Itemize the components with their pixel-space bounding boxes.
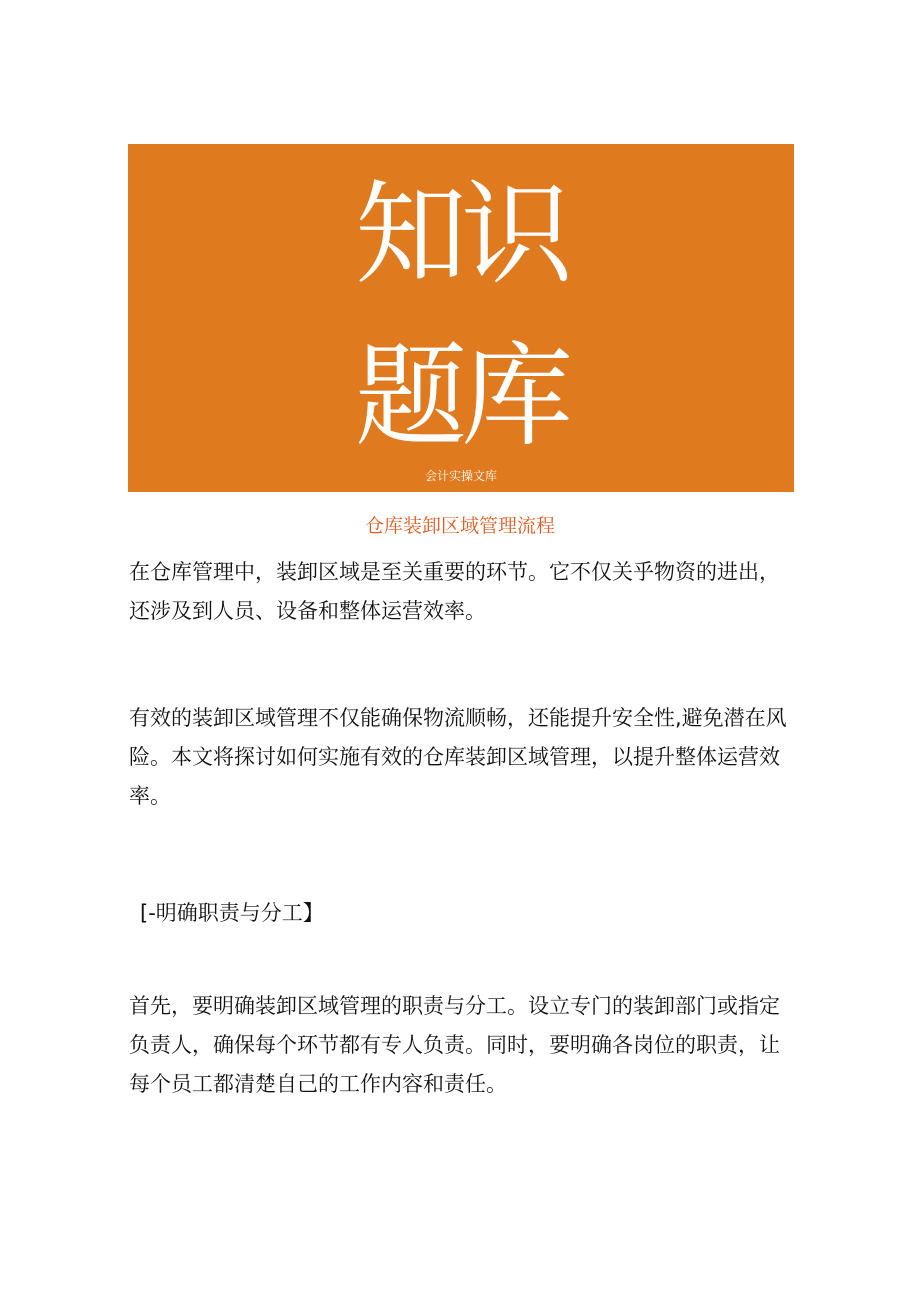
document-title: 仓库装卸区域管理流程 [364, 515, 555, 537]
banner-title-line-2: 题库 [355, 332, 567, 462]
purpose-paragraph: 有效的装卸区域管理不仅能确保物流顺畅，还能提升安全性,避免潜在风险。本文将探讨如何实施有效的仓库装卸区域管理，以提升整体运营效率。 [129, 706, 787, 808]
responsibilities-paragraph: 首先，要明确装卸区域管理的职责与分工。设立专门的装卸部门或指定负责人，确保每个环节都有专人负责。同时，要明确各岗位的职责，让每个员工都清楚自己的工作内容和责任。 [129, 994, 780, 1096]
intro-paragraph: 在仓库管理中，装卸区域是至关重要的环节。它不仅关乎物资的进出，还涉及到人员、设备和整体运营效率。 [129, 560, 780, 623]
cover-banner [128, 144, 794, 492]
section-heading: [-明确职责与分工】 [140, 901, 324, 925]
banner-title-line-1: 知识 [355, 170, 567, 300]
banner-caption: 会计实操文库 [424, 469, 497, 483]
